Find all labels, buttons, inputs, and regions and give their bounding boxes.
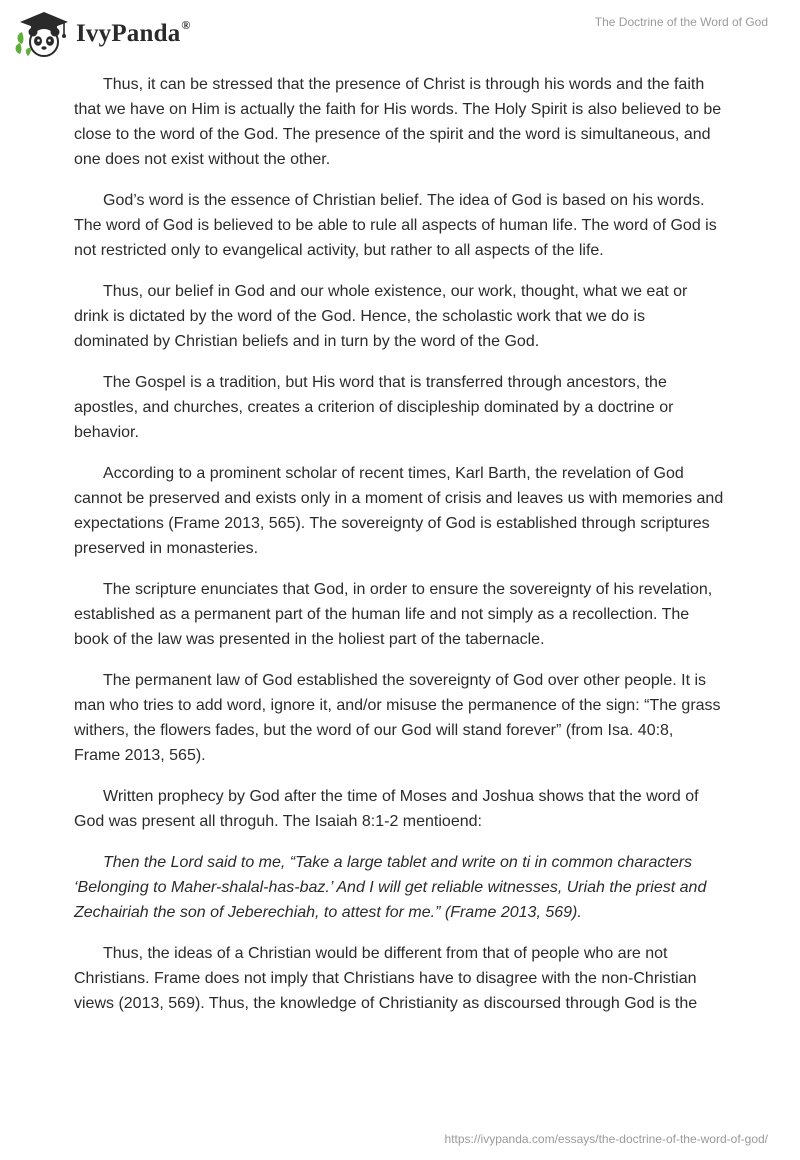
paragraph: Thus, our belief in God and our whole existence, our work, thought, what we eat or drink is dictated by the word of the God. Hence, the scholastic work that we do is dominated by Christian beliefs and in turn by the word of the God. (74, 283, 688, 350)
block-quote: Then the Lord said to me, “Take a large tablet and write on ti in common characters ‘Belonging to Maher-shalal-has-baz.’ And I will get reliable witnesses, Uriah the priest and Zechairiah the son of Jeberechiah, to attest for me.” (Frame 2013, 569). (74, 854, 707, 921)
document-title: The Doctrine of the Word of God (594, 15, 768, 29)
paragraph: The scripture enunciates that God, in order to ensure the sovereignty of his revelation, established as a permanent part of the human life and not simply as a recollection. The book of the law was presented in the holiest part of the tabernacle. (74, 581, 713, 648)
paragraph: According to a prominent scholar of recent times, Karl Barth, the revelation of God cannot be preserved and exists only in a moment of crisis and leaves us with memories and expectations (Frame 2013, 565). The sovereignty of God is established through scriptures preserved in monasteries. (74, 465, 724, 557)
paragraph: Thus, it can be stressed that the presence of Christ is through his words and the faith that we have on Him is actually the faith for His words. The Holy Spirit is also believed to be close to the word of the God. The presence of the spirit and the word is simultaneous, and one does not exist without the other. (74, 76, 722, 168)
page-header (0, 0, 800, 64)
source-url[interactable]: https://ivypanda.com/essays/the-doctrine-of-the-word-of-god/ (444, 1132, 768, 1146)
brand-name: IvyPanda® (76, 18, 191, 47)
paragraph: God’s word is the essence of Christian belief. The idea of God is based on his words. The word of God is believed to be able to rule all aspects of human life. The word of God is not restricted only to evangelical activity, but rather to all aspects of the life. (74, 192, 717, 259)
paragraph: Thus, the ideas of a Christian would be different from that of people who are not Christians. Frame does not imply that Christians have to disagree with the non-Christian views (2013, 569). Thus, the knowledge of Christianity as discoursed through God is the (74, 945, 698, 1012)
paragraph: The permanent law of God established the sovereignty of God over other people. It is man who tries to add word, ignore it, and/or misuse the permanence of the sign: “The grass withers, the flowers fades, but the word of our God will stand forever” (from Isa. 40:8, Frame 2013, 565). (74, 672, 721, 764)
panda-graduation-cap-icon (14, 8, 70, 58)
paragraph: The Gospel is a tradition, but His word that is transferred through ancestors, the apostles, and churches, creates a criterion of discipleship dominated by a doctrine or behavior. (74, 374, 674, 441)
essay-body (74, 72, 724, 1032)
ivypanda-logo[interactable] (14, 6, 191, 60)
paragraph: Written prophecy by God after the time of Moses and Joshua shows that the word of God was present all throguh. The Isaiah 8:1-2 mentioend: (74, 788, 699, 830)
